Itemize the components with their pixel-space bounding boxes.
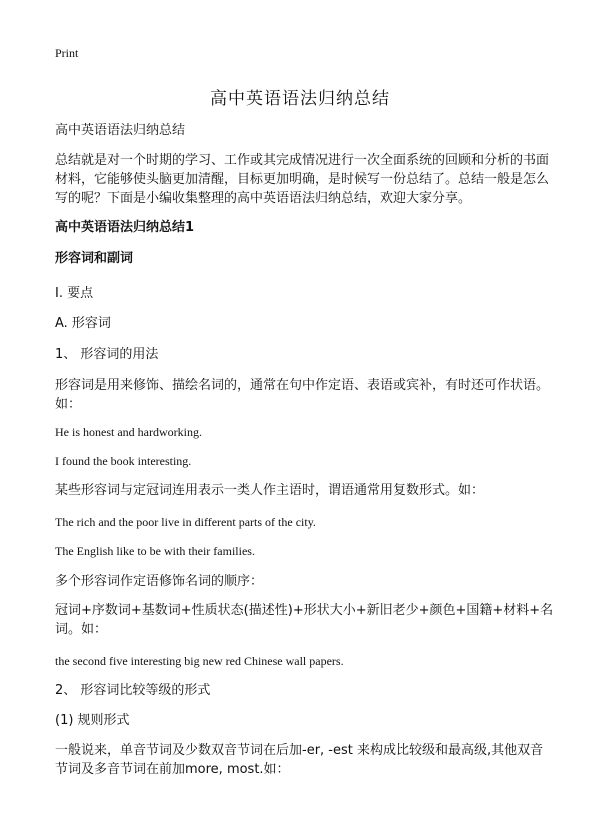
section-heading: 高中英语语法归纳总结1 [55, 220, 195, 235]
document-subtitle: 高中英语语法归纳总结 [55, 123, 186, 138]
example-sentence-3: The rich and the poor live in different parts of the city. [55, 515, 316, 529]
order-description: 多个形容词作定语修饰名词的顺序： [55, 574, 264, 589]
outline-point-a: A. 形容词 [55, 316, 111, 331]
print-label: Print [55, 46, 79, 60]
section-subheading: 形容词和副词 [55, 251, 134, 266]
order-rule: 冠词+序数词+基数词+性质状态(描述性)+形状大小+新旧老少+颜色+国籍+材料+名词。如： [55, 603, 554, 637]
example-sentence-5: the second five interesting big new red Chinese wall papers. [55, 654, 344, 668]
outline-point-i: I. 要点 [55, 286, 94, 301]
regular-form-heading: (1) 规则形式 [55, 713, 130, 728]
outline-point-1: 1、 形容词的用法 [55, 347, 159, 362]
usage-description: 形容词是用来修饰、描绘名词的，通常在句中作定语、表语或宾补，有时还可作状语。如： [55, 378, 550, 412]
example-sentence-2: I found the book interesting. [55, 454, 192, 468]
example-sentence-1: He is honest and hardworking. [55, 425, 202, 439]
intro-paragraph: 总结就是对一个时期的学习、工作或其完成情况进行一次全面系统的回顾和分析的书面材料，它能够使头脑更加清醒，目标更加明确，是时候写一份总结了。总结一般是怎么写的呢？下面是小编收集整理的高中英语语法归纳总结，欢迎大家分享。 [55, 153, 550, 206]
collective-description: 某些形容词与定冠词连用表示一类人作主语时，谓语通常用复数形式。如： [55, 483, 485, 498]
example-sentence-4: The English like to be with their families. [55, 544, 255, 558]
document-title: 高中英语语法归纳总结 [210, 89, 390, 109]
outline-point-2: 2、 形容词比较等级的形式 [55, 683, 211, 698]
regular-form-description: 一般说来，单音节词及少数双音节词在后加-er, -est 来构成比较级和最高级,其他双音节词及多音节词在前加more, most.如： [55, 743, 544, 777]
